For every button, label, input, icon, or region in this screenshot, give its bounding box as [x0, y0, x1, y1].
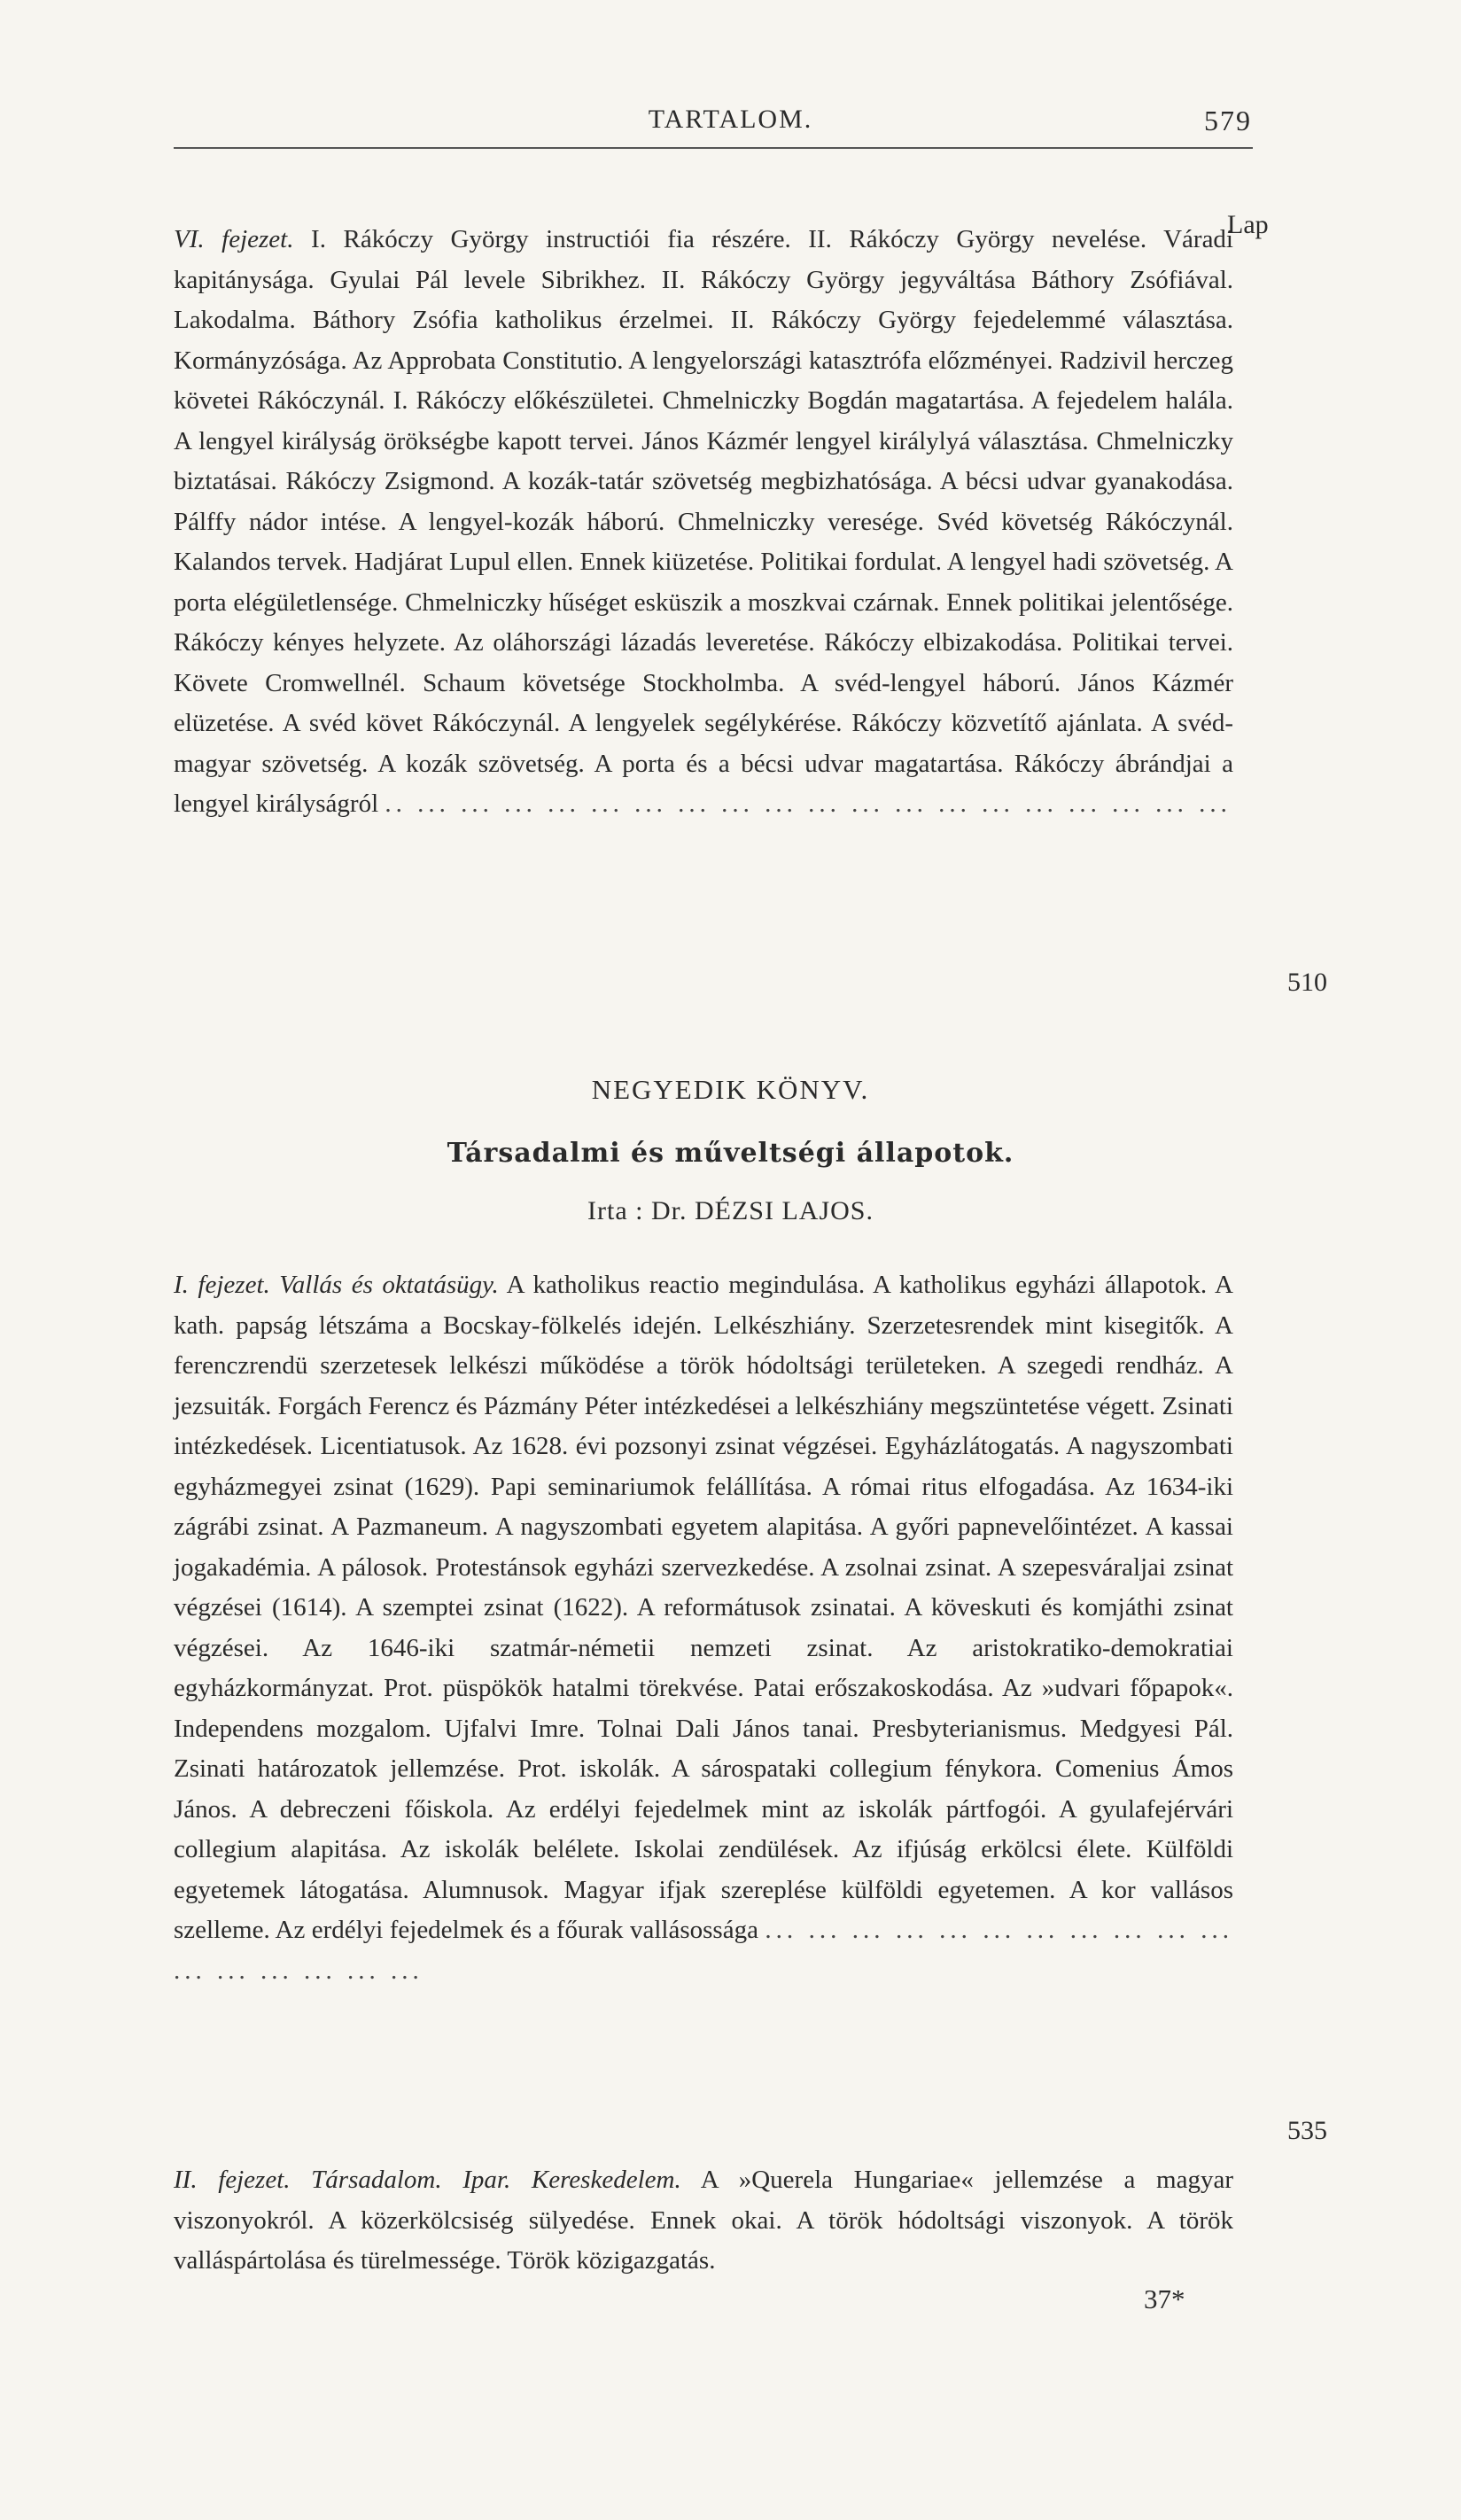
book-author: Irta : Dr. DÉZSI LAJOS. — [587, 1196, 874, 1225]
chapter-summary: A katholikus reactio megindulása. A katholikus egyházi állapotok. A kath. papság létszáma a Bocskay-fölkelés idején. Lelkészhiány. Szerzetesrendek mint kisegitők. A ferenczrendü szerzetesek lelkészi működése a török hódoltsági területeken. A szegedi rendház. A jezsuiták. Forgách Ferencz és Pázmány Péter intézkedései a lelkészhiány megszüntetése végett. Zsinati intézkedések. Licentiatusok. Az 1628. évi pozsonyi zsinat végzései. Egyházlátogatás. A nagyszombati egyházmegyei zsinat (1629). Papi seminariumok felállítása. A római ritus elfogadása. Az 1634-iki zágrábi zsinat. A Pazmaneum. A nagyszombati egyetem alapitása. A győri papnevelőintézet. A kassai jogakadémia. A pálosok. Protestánsok egyházi szervezkedése. A zsolnai zsinat. A szepesváraljai zsinat végzései (1614). A szemptei zsinat (1622). A reformátusok zsinatai. A köveskuti és komjáthi zsinat végzései. Az 1646-iki szatmár-németii nemzeti zsinat. Az aristokratiko-demokratiai egyházkormányzat. Prot. püspökök hatalmi törekvése. Patai erőszakoskodása. Az »udvari főpapok«. Independens mozgalom. Ujfalvi Imre. Tolnai Dali János tanai. Presbyterianismus. Medgyesi Pál. Zsinati határozatok jellemzése. Prot. iskolák. A sárospataki collegium fénykora. Comenius Ámos János. A debreczeni főiskola. Az erdélyi fejedelmek mint az iskolák pártfogói. A gyulafejérvári collegium alapitása. Az iskolák belélete. Iskolai zendülések. Az ifjúság erkölcsi élete. Külföldi egyetemek látogatása. Alumnusok. Magyar ifjak szereplése külföldi egyetemen. A kor vallásos szelleme. Az erdélyi fejedelmek és a főurak vallásossága — [174, 1271, 1233, 1944]
chapter-title: Vallás és oktatásügy. — [279, 1271, 499, 1299]
chapter-label: VI. fejezet. — [174, 225, 294, 253]
header-rule — [174, 147, 1253, 149]
dot-leader: ... ... ... ... ... ... ... ... ... ... ... ... ... ... ... ... ... — [174, 1916, 1234, 1985]
printer-signature: 37* — [1144, 2283, 1185, 2314]
toc-page-number: 535 — [1287, 2116, 1327, 2145]
toc-page-number: 510 — [1287, 968, 1327, 997]
running-head — [0, 105, 1461, 149]
toc-entry-chapter-ii — [174, 2160, 1233, 2282]
chapter-summary: I. Rákóczy György instructiói fia részére. II. Rákóczy György nevelése. Váradi kapitánysága. Gyulai Pál levele Sibrikhez. II. Rákóczy György jegyváltása Báthory Zsófiával. Lakodalma. Báthory Zsófia katholikus érzelmei. II. Rákóczy György fejedelemmé választása. Kormányzósága. Az Approbata Constitutio. A lengyelországi katasztrófa előzményei. Radzivil herczeg követei Rákóczynál. I. Rákóczy előkészületei. Chmelniczky Bogdán magatartása. A fejedelem halála. A lengyel királyság örökségbe kapott tervei. János Kázmér lengyel királylyá választása. Chmelniczky biztatásai. Rákóczy Zsigmond. A kozák-tatár szövetség megbizhatósága. A bécsi udvar gyanakodása. Pálffy nádor intése. A lengyel-kozák háború. Chmelniczky veresége. Svéd követség Rákóczynál. Kalandos tervek. Hadjárat Lupul ellen. Ennek kiüzetése. Politikai fordulat. A lengyel hadi szövetség. A porta elégületlensége. Chmelniczky hűséget esküszik a moszkvai czárnak. Ennek politikai jelentősége. Rákóczy kényes helyzete. Az oláhországi lázadás leveretése. Rákóczy elbizakodása. Politikai tervei. Követe Cromwellnél. Schaum követsége Stockholmba. A svéd-lengyel háború. János Kázmér elüzetése. A svéd követ Rákóczynál. A lengyelek segélykérése. Rákóczy közvetítő ajánlata. A svéd-magyar szövetség. A kozák szövetség. A porta és a bécsi udvar magatartása. Rákóczy ábrándjai a lengyel királyságról — [174, 225, 1233, 818]
chapter-summary: A »Querela Hungariae« jellemzése a magyar viszonyokról. A közerkölcsiség sülyedése. Ennek okai. A török hódoltsági viszonyok. A török valláspártolása és türelmessége. Török közigazgatás. — [174, 2166, 1234, 2275]
chapter-title: Társadalom. Ipar. Kereskedelem. — [311, 2166, 681, 2194]
toc-entry-chapter-i — [174, 1265, 1233, 1991]
book-subtitle: Társadalmi és műveltségi állapotok. — [447, 1138, 1014, 1169]
dot-leader: .. ... ... ... ... ... ... ... ... ... ... ... ... ... ... ... ... ... ... ... — [385, 789, 1232, 818]
chapter-label: I. fejezet. — [174, 1271, 270, 1299]
running-title: TARTALOM. — [648, 105, 813, 134]
toc-entry-chapter-vi — [174, 220, 1233, 825]
page-number: 579 — [1204, 105, 1252, 136]
book-title: NEGYEDIK KÖNYV. — [591, 1074, 870, 1105]
lap-column-label: Lap — [1227, 210, 1269, 239]
chapter-label: II. fejezet. — [174, 2166, 291, 2194]
